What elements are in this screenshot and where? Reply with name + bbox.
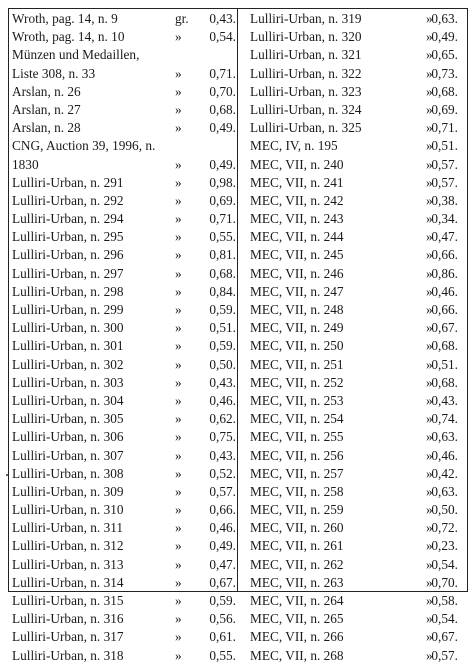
table-row	[242, 356, 464, 374]
unit-mark: »	[426, 429, 433, 445]
unit-mark: »	[426, 320, 433, 336]
reference-text: MEC, VII, n. 252	[250, 374, 344, 390]
table-row	[242, 501, 464, 519]
reference-text: MEC, VII, n. 266	[250, 629, 344, 645]
table-row	[12, 465, 234, 483]
reference-text: Lulliri-Urban, n. 302	[12, 356, 124, 372]
table-row	[12, 428, 234, 446]
weight-value: 0,67.	[431, 629, 458, 645]
unit-mark: »	[426, 556, 433, 572]
unit-mark: »	[426, 447, 433, 463]
table-row	[242, 610, 464, 628]
unit-mark: »	[426, 611, 433, 627]
table-row	[12, 356, 234, 374]
weight-value: 0,59.	[209, 338, 236, 354]
reference-text: MEC, VII, n. 256	[250, 447, 344, 463]
unit-mark: »	[175, 101, 182, 117]
unit-mark: »	[175, 174, 182, 190]
weight-value: 0,81.	[209, 247, 236, 263]
reference-text: MEC, VII, n. 250	[250, 338, 344, 354]
table-row	[242, 101, 464, 119]
reference-text: MEC, VII, n. 264	[250, 593, 344, 608]
reference-text: Lulliri-Urban, n. 312	[12, 538, 124, 554]
unit-mark: »	[175, 647, 182, 663]
weight-value: 0,74.	[431, 411, 458, 427]
weight-value: 0,63.	[431, 429, 458, 445]
reference-text: MEC, VII, n. 265	[250, 611, 344, 627]
reference-text: Arslan, n. 26	[12, 83, 81, 99]
table-row	[12, 265, 234, 283]
weight-value: 0,49.	[209, 156, 236, 172]
reference-text: Lulliri-Urban, n. 306	[12, 429, 124, 445]
table-row	[12, 283, 234, 301]
reference-text: MEC, VII, n. 244	[250, 229, 344, 245]
reference-text: Lulliri-Urban, n. 307	[12, 447, 124, 463]
table-row	[242, 447, 464, 465]
unit-mark: »	[175, 374, 182, 390]
table-row	[242, 246, 464, 264]
table-row	[242, 137, 464, 155]
reference-text: Lulliri-Urban, n. 304	[12, 392, 124, 408]
weight-value: 0,84.	[209, 283, 236, 299]
reference-text: Lulliri-Urban, n. 309	[12, 483, 124, 499]
table-row	[242, 83, 464, 101]
reference-text: MEC, VII, n. 243	[250, 211, 344, 227]
reference-text: MEC, VII, n. 248	[250, 302, 344, 317]
reference-text: Wroth, pag. 14, n. 9	[12, 11, 118, 26]
table-row	[242, 28, 464, 46]
weight-value: 0,65.	[431, 47, 458, 63]
unit-mark: »	[175, 302, 182, 317]
unit-mark: »	[175, 392, 182, 408]
reference-text: Lulliri-Urban, n. 317	[12, 629, 124, 645]
table-row	[12, 592, 234, 610]
reference-text: Lulliri-Urban, n. 301	[12, 338, 124, 354]
table-row	[242, 156, 464, 174]
reference-text: MEC, VII, n. 253	[250, 392, 344, 408]
table-row	[242, 574, 464, 592]
table-row	[12, 537, 234, 555]
unit-mark: »	[426, 120, 433, 136]
weight-value: 0,69.	[209, 192, 236, 208]
unit-mark: »	[175, 411, 182, 427]
weight-value: 0,57.	[431, 156, 458, 172]
reference-text: Lulliri-Urban, n. 308	[12, 465, 124, 481]
reference-text: MEC, VII, n. 257	[250, 465, 344, 481]
table-row	[242, 46, 464, 64]
unit-mark: »	[426, 411, 433, 427]
unit-mark: »	[175, 429, 182, 445]
table-row	[12, 156, 234, 174]
reference-text: Lulliri-Urban, n. 313	[12, 556, 124, 572]
left-column	[12, 10, 234, 665]
unit-mark: »	[175, 538, 182, 554]
weight-value: 0,46.	[209, 392, 236, 408]
table-row	[12, 301, 234, 319]
unit-mark: »	[175, 447, 182, 463]
weight-value: 0,66.	[431, 302, 458, 317]
unit-mark: »	[426, 65, 433, 81]
reference-text: MEC, VII, n. 258	[250, 483, 344, 499]
table-row	[242, 647, 464, 665]
weight-value: 0,63.	[431, 483, 458, 499]
weight-value: 0,43.	[209, 374, 236, 390]
unit-mark: »	[175, 83, 182, 99]
unit-mark: »	[426, 374, 433, 390]
weight-value: 0,49.	[209, 538, 236, 554]
weight-value: 0,23.	[431, 538, 458, 554]
unit-mark: »	[426, 47, 433, 63]
reference-text: Lulliri-Urban, n. 318	[12, 647, 124, 663]
table-row	[12, 246, 234, 264]
unit-mark: »	[175, 520, 182, 536]
table-row	[12, 192, 234, 210]
reference-text: Lulliri-Urban, n. 323	[250, 83, 362, 99]
unit-mark: »	[175, 29, 182, 45]
weight-value: 0,70.	[431, 574, 458, 590]
weight-value: 0,68.	[209, 101, 236, 117]
weight-value: 0,68.	[431, 83, 458, 99]
reference-text: Lulliri-Urban, n. 294	[12, 211, 124, 227]
reference-text: Lulliri-Urban, n. 316	[12, 611, 124, 627]
table-row	[12, 101, 234, 119]
unit-mark: »	[426, 229, 433, 245]
reference-text: MEC, VII, n. 246	[250, 265, 344, 281]
weight-value: 0,50.	[431, 502, 458, 518]
unit-mark: »	[426, 156, 433, 172]
weight-value: 0,98.	[209, 174, 236, 190]
unit-mark: »	[426, 574, 433, 590]
unit-mark: »	[175, 192, 182, 208]
unit-mark: »	[175, 338, 182, 354]
weight-value: 0,49.	[431, 29, 458, 45]
unit-mark: »	[426, 338, 433, 354]
weight-value: 0,38.	[431, 192, 458, 208]
table-row	[242, 174, 464, 192]
table-row	[242, 10, 464, 28]
weight-value: 0,50.	[209, 356, 236, 372]
unit-mark: »	[426, 520, 433, 536]
table-row	[12, 119, 234, 137]
reference-text: MEC, VII, n. 251	[250, 356, 344, 372]
reference-text: Lulliri-Urban, n. 314	[12, 574, 124, 590]
table-row	[242, 519, 464, 537]
reference-text: Lulliri-Urban, n. 324	[250, 101, 362, 117]
weight-value: 0,54.	[431, 556, 458, 572]
table-row	[242, 465, 464, 483]
reference-text: Lulliri-Urban, n. 299	[12, 302, 124, 317]
table-row	[12, 210, 234, 228]
unit-mark: »	[175, 120, 182, 136]
reference-text: Lulliri-Urban, n. 295	[12, 229, 124, 245]
weight-value: 0,73.	[431, 65, 458, 81]
unit-mark: »	[175, 211, 182, 227]
reference-text: MEC, VII, n. 254	[250, 411, 344, 427]
reference-text: MEC, VII, n. 262	[250, 556, 344, 572]
reference-text: Münzen und Medaillen,	[12, 47, 140, 63]
weight-value: 0,55.	[209, 647, 236, 663]
table-row	[242, 228, 464, 246]
table-row	[242, 628, 464, 646]
unit-mark: »	[426, 647, 433, 663]
weight-value: 0,71.	[431, 120, 458, 136]
weight-value: 0,72.	[431, 520, 458, 536]
table-row	[242, 192, 464, 210]
unit-mark: »	[426, 83, 433, 99]
weight-value: 0,46.	[431, 447, 458, 463]
reference-text: 1830	[12, 156, 39, 172]
weight-value: 0,66.	[431, 247, 458, 263]
weight-value: 0,43.	[209, 11, 236, 26]
weight-value: 0,52.	[209, 465, 236, 481]
table-row	[12, 483, 234, 501]
table-row	[242, 392, 464, 410]
weight-value: 0,67.	[431, 320, 458, 336]
unit-mark: »	[426, 211, 433, 227]
unit-mark: »	[175, 556, 182, 572]
unit-mark: »	[175, 356, 182, 372]
table-row	[12, 28, 234, 46]
reference-text: MEC, VII, n. 245	[250, 247, 344, 263]
reference-text: MEC, VII, n. 261	[250, 538, 344, 554]
unit-mark: »	[426, 392, 433, 408]
weight-value: 0,62.	[209, 411, 236, 427]
unit-mark: »	[175, 465, 182, 481]
weight-value: 0,47.	[431, 229, 458, 245]
weight-value: 0,43.	[209, 447, 236, 463]
unit-mark: »	[426, 247, 433, 263]
unit-mark: »	[175, 265, 182, 281]
weight-value: 0,69.	[431, 101, 458, 117]
unit-mark: »	[175, 574, 182, 590]
reference-text: Lulliri-Urban, n. 320	[250, 29, 362, 45]
table-row	[12, 410, 234, 428]
table-row	[242, 410, 464, 428]
weight-value: 0,57.	[209, 483, 236, 499]
reference-text: MEC, VII, n. 242	[250, 192, 344, 208]
table-row	[242, 119, 464, 137]
reference-text: Lulliri-Urban, n. 319	[250, 11, 362, 26]
reference-text: MEC, VII, n. 249	[250, 320, 344, 336]
table-row	[12, 501, 234, 519]
reference-text: MEC, VII, n. 268	[250, 647, 344, 663]
table-row	[12, 174, 234, 192]
table-row	[12, 65, 234, 83]
table-row	[12, 556, 234, 574]
unit-mark: »	[426, 283, 433, 299]
unit-mark: »	[426, 174, 433, 190]
column-divider	[237, 8, 238, 592]
unit-mark: gr.	[175, 11, 189, 26]
unit-mark: »	[426, 483, 433, 499]
reference-text: Wroth, pag. 14, n. 10	[12, 29, 125, 45]
table-row	[12, 610, 234, 628]
weight-value: 0,57.	[431, 647, 458, 663]
weight-value: 0,63.	[431, 11, 458, 26]
weight-value: 0,67.	[209, 574, 236, 590]
reference-text: Lulliri-Urban, n. 322	[250, 65, 362, 81]
unit-mark: »	[426, 29, 433, 45]
table-row	[242, 283, 464, 301]
unit-mark: »	[426, 101, 433, 117]
reference-text: Lulliri-Urban, n. 315	[12, 593, 124, 608]
right-column	[242, 10, 464, 665]
unit-mark: »	[175, 229, 182, 245]
unit-mark: »	[426, 593, 433, 608]
table-row	[12, 319, 234, 337]
reference-text: Lulliri-Urban, n. 296	[12, 247, 124, 263]
weight-value: 0,49.	[209, 120, 236, 136]
weight-value: 0,34.	[431, 211, 458, 227]
unit-mark: »	[426, 356, 433, 372]
table-row	[12, 628, 234, 646]
unit-mark: »	[426, 502, 433, 518]
unit-mark: »	[175, 65, 182, 81]
weight-value: 0,55.	[209, 229, 236, 245]
reference-text: Liste 308, n. 33	[12, 65, 96, 81]
weight-value: 0,46.	[209, 520, 236, 536]
weight-value: 0,43.	[431, 392, 458, 408]
reference-text: Lulliri-Urban, n. 321	[250, 47, 362, 63]
weight-value: 0,66.	[209, 502, 236, 518]
table-row	[242, 265, 464, 283]
table-row	[242, 592, 464, 610]
unit-mark: »	[426, 538, 433, 554]
table-row	[12, 228, 234, 246]
table-row	[12, 10, 234, 28]
weight-value: 0,51.	[209, 320, 236, 336]
reference-text: Lulliri-Urban, n. 297	[12, 265, 124, 281]
table-row	[12, 647, 234, 665]
weight-value: 0,71.	[209, 211, 236, 227]
weight-value: 0,71.	[209, 65, 236, 81]
weight-value: 0,58.	[431, 593, 458, 608]
table-row	[242, 210, 464, 228]
table-row	[12, 337, 234, 355]
unit-mark: »	[175, 611, 182, 627]
scan-speck	[6, 474, 8, 476]
weight-value: 0,86.	[431, 265, 458, 281]
table-row	[12, 46, 234, 64]
unit-mark: »	[175, 320, 182, 336]
unit-mark: »	[426, 629, 433, 645]
reference-text: MEC, VII, n. 260	[250, 520, 344, 536]
weight-value: 0,46.	[431, 283, 458, 299]
weight-value: 0,59.	[209, 593, 236, 608]
weight-value: 0,75.	[209, 429, 236, 445]
table-row	[12, 83, 234, 101]
table-row	[242, 374, 464, 392]
reference-text: Lulliri-Urban, n. 300	[12, 320, 124, 336]
unit-mark: »	[426, 265, 433, 281]
table-row	[242, 483, 464, 501]
reference-text: Arslan, n. 28	[12, 120, 81, 136]
unit-mark: »	[175, 502, 182, 518]
unit-mark: »	[426, 138, 433, 154]
reference-text: CNG, Auction 39, 1996, n.	[12, 138, 156, 154]
reference-text: Lulliri-Urban, n. 303	[12, 374, 124, 390]
reference-text: MEC, IV, n. 195	[250, 138, 338, 154]
weight-value: 0,51.	[431, 356, 458, 372]
table-row	[242, 556, 464, 574]
unit-mark: »	[175, 247, 182, 263]
weight-value: 0,54.	[431, 611, 458, 627]
reference-text: MEC, VII, n. 247	[250, 283, 344, 299]
unit-mark: »	[426, 11, 433, 26]
weight-value: 0,56.	[209, 611, 236, 627]
table-row	[242, 319, 464, 337]
reference-text: Lulliri-Urban, n. 291	[12, 174, 124, 190]
weight-value: 0,68.	[431, 374, 458, 390]
reference-text: MEC, VII, n. 241	[250, 174, 344, 190]
reference-text: Lulliri-Urban, n. 310	[12, 502, 124, 518]
unit-mark: »	[426, 465, 433, 481]
reference-text: MEC, VII, n. 255	[250, 429, 344, 445]
table-row	[12, 392, 234, 410]
table-row	[12, 374, 234, 392]
weight-value: 0,42.	[431, 465, 458, 481]
reference-text: Lulliri-Urban, n. 298	[12, 283, 124, 299]
reference-text: MEC, VII, n. 259	[250, 502, 344, 518]
reference-text: Lulliri-Urban, n. 292	[12, 192, 124, 208]
unit-mark: »	[175, 483, 182, 499]
table-row	[12, 137, 234, 155]
weight-value: 0,70.	[209, 83, 236, 99]
table-row	[242, 65, 464, 83]
table-row	[242, 537, 464, 555]
unit-mark: »	[175, 156, 182, 172]
reference-text: MEC, VII, n. 263	[250, 574, 344, 590]
table-row	[12, 519, 234, 537]
weight-value: 0,51.	[431, 138, 458, 154]
reference-text: MEC, VII, n. 240	[250, 156, 344, 172]
weight-value: 0,57.	[431, 174, 458, 190]
table-row	[242, 337, 464, 355]
reference-text: Arslan, n. 27	[12, 101, 81, 117]
weight-value: 0,68.	[209, 265, 236, 281]
weight-value: 0,59.	[209, 302, 236, 317]
reference-text: Lulliri-Urban, n. 311	[12, 520, 124, 536]
table-row	[242, 301, 464, 319]
weight-value: 0,47.	[209, 556, 236, 572]
unit-mark: »	[426, 192, 433, 208]
reference-text: Lulliri-Urban, n. 325	[250, 120, 362, 136]
unit-mark: »	[175, 283, 182, 299]
unit-mark: »	[175, 629, 182, 645]
table-row	[12, 574, 234, 592]
table-row	[12, 447, 234, 465]
reference-text: Lulliri-Urban, n. 305	[12, 411, 124, 427]
table-row	[242, 428, 464, 446]
weight-value: 0,61.	[209, 629, 236, 645]
unit-mark: »	[175, 593, 182, 608]
unit-mark: »	[426, 302, 433, 317]
weight-value: 0,68.	[431, 338, 458, 354]
weight-value: 0,54.	[209, 29, 236, 45]
